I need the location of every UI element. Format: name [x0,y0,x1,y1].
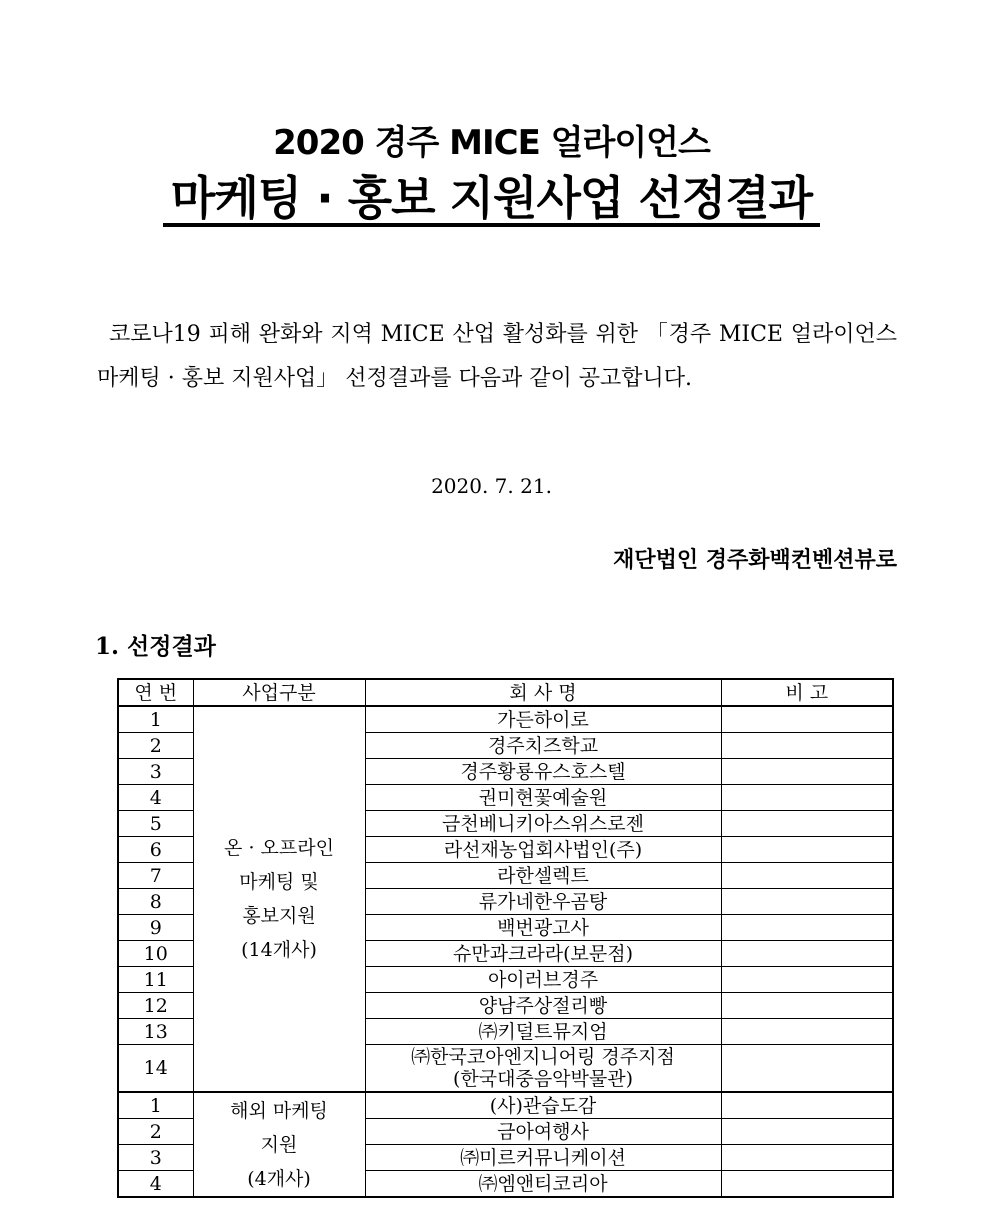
intro-paragraph: 코로나19 피해 완화와 지역 MICE 산업 활성화를 위한 「경주 MICE 얼라이언스 마케팅 · 홍보 지원사업」 선정결과를 다음과 같이 공고합니다. [97,322,897,391]
row-number: 8 [118,889,193,915]
note-cell [721,759,893,785]
title-line-2 [0,168,983,228]
company-name-line-1: ㈜한국코아엔지니어링 경주지점 [411,1046,675,1068]
company-name: ㈜엠앤티코리아 [365,1171,721,1198]
table-row [118,1092,893,1119]
company-name: 경주황룡유스호스텔 [365,759,721,785]
row-number: 2 [118,733,193,759]
row-number: 6 [118,837,193,863]
company-name: 라선재농업회사법인(주) [365,837,721,863]
row-number: 3 [118,759,193,785]
row-number: 5 [118,811,193,837]
title-line-1: 2020 경주 MICE 얼라이언스 [273,123,710,163]
title-line-2-text: 마케팅 · 홍보 지원사업 선정결과 [163,173,820,227]
note-cell [721,1171,893,1198]
row-number: 12 [118,993,193,1019]
category-line: 온 · 오프라인 [224,837,334,859]
company-name: 양남주상절리빵 [365,993,721,1019]
company-name: ㈜미르커뮤니케이션 [365,1145,721,1171]
company-name: 경주치즈학교 [365,733,721,759]
company-name: 금아여행사 [365,1119,721,1145]
announcement-date: 2020. 7. 21. [431,474,552,498]
section-title: 1. 선정결과 [95,633,216,660]
header-note: 비 고 [721,679,893,706]
row-number: 4 [118,1171,193,1198]
note-cell [721,1119,893,1145]
note-cell [721,811,893,837]
company-name: 아이러브경주 [365,967,721,993]
note-cell [721,785,893,811]
company-name: 슈만과크라라(보문점) [365,941,721,967]
company-name: ㈜키덜트뮤지엄 [365,1019,721,1045]
company-name: 권미현꽃예술원 [365,785,721,811]
company-name: 류가네한우곰탕 [365,889,721,915]
note-cell [721,1092,893,1119]
category-line: 해외 마케팅 [230,1099,328,1122]
category-cell-online-offline [193,706,365,1092]
note-cell [721,993,893,1019]
category-cell-overseas [193,1092,365,1197]
note-cell [721,706,893,733]
table-header-row [118,679,893,706]
row-number: 9 [118,915,193,941]
company-name: (사)관습도감 [365,1092,721,1119]
category-line: 마케팅 및 [239,871,319,893]
company-name: 금천베니키아스위스로젠 [365,811,721,837]
category-line: 홍보지원 [242,905,316,927]
note-cell [721,863,893,889]
header-number: 연 번 [118,679,193,706]
note-cell [721,837,893,863]
header-category: 사업구분 [193,679,365,706]
row-number: 11 [118,967,193,993]
category-line: (14개사) [241,939,317,961]
company-name: 가든하이로 [365,706,721,733]
row-number: 1 [118,1092,193,1119]
row-number: 10 [118,941,193,967]
row-number: 1 [118,706,193,733]
category-line: 지원 [260,1133,298,1156]
note-cell [721,1019,893,1045]
row-number: 2 [118,1119,193,1145]
note-cell [721,967,893,993]
row-number: 4 [118,785,193,811]
company-name: 백번광고사 [365,915,721,941]
note-cell [721,733,893,759]
note-cell [721,915,893,941]
results-table [117,678,894,1198]
organization-name: 재단법인 경주화백컨벤션뷰로 [613,547,897,573]
table-body [118,706,893,1197]
note-cell [721,889,893,915]
row-number: 13 [118,1019,193,1045]
note-cell [721,941,893,967]
header-company: 회 사 명 [365,679,721,706]
row-number: 7 [118,863,193,889]
note-cell [721,1145,893,1171]
row-number: 3 [118,1145,193,1171]
company-name [365,1045,721,1093]
category-line: (4개사) [247,1167,311,1190]
note-cell [721,1045,893,1093]
company-name-line-2: (한국대중음악박물관) [452,1068,633,1090]
row-number: 14 [118,1045,193,1093]
company-name: 라한셀렉트 [365,863,721,889]
table-row [118,706,893,733]
